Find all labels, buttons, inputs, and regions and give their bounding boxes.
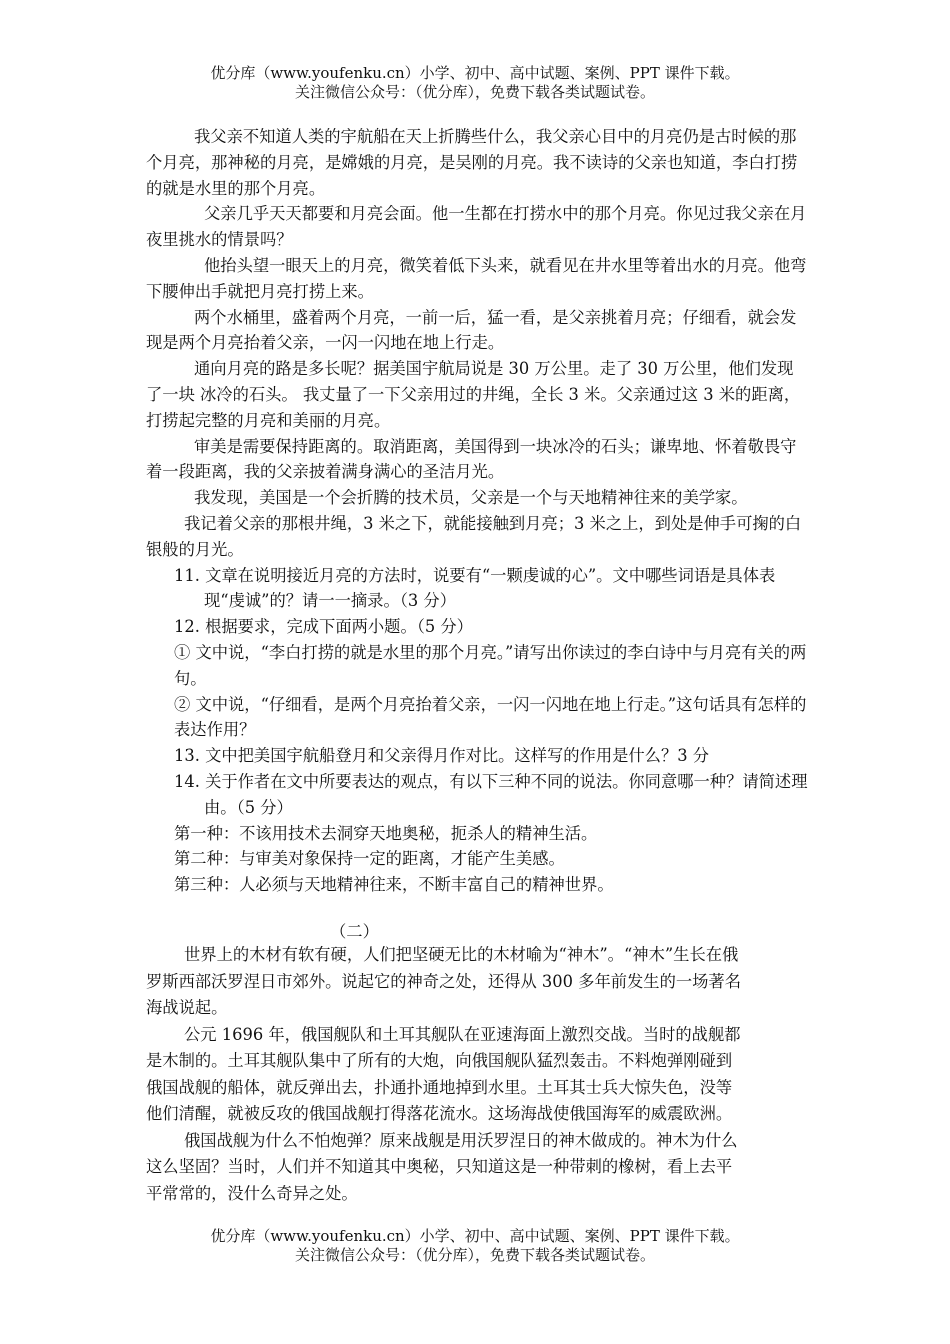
- paragraph: 公元 1696 年，俄国舰队和土耳其舰队在亚速海面上激烈交战。当时的战舰都是木制的。土耳其舰队集中了所有的大炮，向俄国舰队猛烈轰击。不料炮弹刚碰到俄国战舰的船体，就反弹出去，扑通扑通地掉到水里。土耳其士兵大惊失色，没等他们清醒，就被反攻的俄国战舰打得落花流水。这场海战使俄国海军的威震欧洲。: [146, 1024, 741, 1123]
- header-line-2: 关注微信公众号：（优分库），免费下载各类试题试卷。: [294, 83, 655, 101]
- paragraph: 我发现，美国是一个会折腾的技术员，父亲是一个与天地精神往来的美学家。: [194, 488, 748, 508]
- question-12-part-2: ② 文中说，“仔细看，是两个月亮抬着父亲，一闪一闪地在地上行走。”这句话具有怎样的表达作用？: [174, 694, 807, 740]
- page-header: [0, 64, 950, 102]
- question-14: 14. 关于作者在文中所要表达的观点，有以下三种不同的说法。你同意哪一种？请简述理由。（5 分）: [174, 771, 808, 817]
- option-1: 第一种：不该用技术去洞穿天地奥秘，扼杀人的精神生活。: [174, 823, 598, 843]
- passage-two: [146, 942, 746, 1207]
- option-3: 第三种：人必须与天地精神往来，不断丰富自己的精神世界。: [174, 875, 614, 895]
- passage-one: [146, 124, 808, 898]
- paragraph: 我记着父亲的那根井绳，3 米之下，就能接触到月亮；3 米之上，到处是伸手可掬的白银般的月光。: [146, 513, 802, 559]
- paragraph: 审美是需要保持距离的。取消距离，美国得到一块冰冷的石头；谦卑地、怀着敬畏守着一段距离，我的父亲披着满身满心的圣洁月光。: [146, 436, 797, 482]
- option-2: 第二种：与审美对象保持一定的距离，才能产生美感。: [174, 849, 565, 869]
- question-13: 13. 文中把美国宇航船登月和父亲得月作对比。这样写的作用是什么？3 分: [174, 746, 710, 766]
- footer-line-2: 关注微信公众号：（优分库），免费下载各类试题试卷。: [294, 1246, 655, 1264]
- page-footer: [0, 1227, 950, 1265]
- question-11: 11. 文章在说明接近月亮的方法时，说要有“一颗虔诚的心”。文中哪些词语是具体表现“虔诚”的？请一一摘录。（3 分）: [174, 565, 776, 611]
- paragraph: 他抬头望一眼天上的月亮，微笑着低下头来，就看见在井水里等着出水的月亮。他弯下腰伸出手就把月亮打捞上来。: [146, 255, 807, 301]
- paragraph: 世界上的木材有软有硬，人们把坚硬无比的木材喻为“神木”。“神木”生长在俄罗斯西部沃罗涅日市郊外。说起它的神奇之处，还得从 300 多年前发生的一场著名海战说起。: [146, 945, 741, 1017]
- paragraph: 父亲几乎天天都要和月亮会面。他一生都在打捞水中的那个月亮。你见过我父亲在月夜里挑水的情景吗？: [146, 204, 807, 250]
- paragraph: 我父亲不知道人类的宇航船在天上折腾些什么，我父亲心目中的月亮仍是古时候的那个月亮，那神秘的月亮，是嫦娥的月亮，是吴刚的月亮。我不读诗的父亲也知道，李白打捞的就是水里的那个月亮。: [146, 127, 798, 198]
- question-12-part-1: ① 文中说，“李白打捞的就是水里的那个月亮。”请写出你读过的李白诗中与月亮有关的两句。: [174, 642, 807, 688]
- header-line-1: 优分库（www.youfenku.cn）小学、初中、高中试题、案例、PPT 课件下载。: [210, 64, 740, 82]
- section-two-title: （二）: [330, 922, 379, 941]
- paragraph: 通向月亮的路是多长呢？据美国宇航局说是 30 万公里。走了 30 万公里，他们发现了一块 冰冷的石头。 我丈量了一下父亲用过的井绳，全长 3 米。父亲通过这 3 米的距离，打捞起完整的月亮和美丽的月亮。: [146, 359, 801, 430]
- paragraph: 俄国战舰为什么不怕炮弹？原来战舰是用沃罗涅日的神木做成的。神木为什么这么坚固？当时，人们并不知道其中奥秘，只知道这是一种带刺的橡树，看上去平平常常的，没什么奇异之处。: [146, 1130, 738, 1203]
- paragraph: 两个水桶里，盛着两个月亮，一前一后，猛一看，是父亲挑着月亮；仔细看，就会发现是两个月亮抬着父亲，一闪一闪地在地上行走。: [146, 307, 797, 353]
- question-12: 12. 根据要求，完成下面两小题。（5 分）: [174, 617, 473, 637]
- footer-line-1: 优分库（www.youfenku.cn）小学、初中、高中试题、案例、PPT 课件下载。: [210, 1227, 740, 1245]
